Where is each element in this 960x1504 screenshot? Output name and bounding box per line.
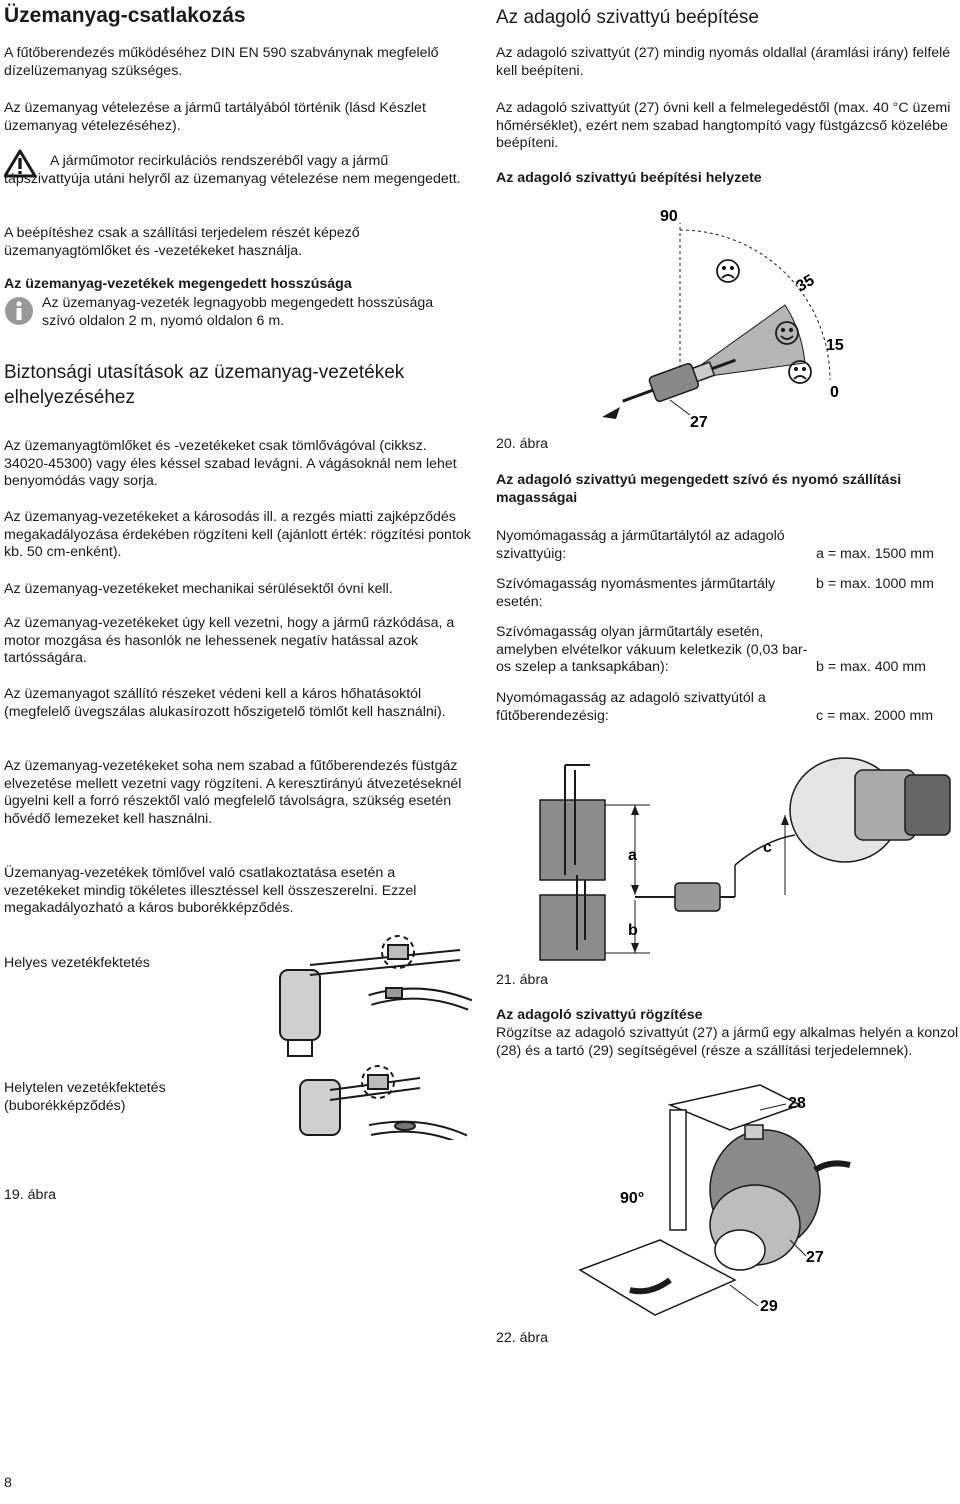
height-row-label: Szívómagasság nyomásmentes járműtartály esetén: xyxy=(496,576,776,610)
height-row xyxy=(496,624,960,690)
sad-face-icon xyxy=(717,260,739,282)
safety-hose-connection: Üzemanyag-vezetékek tömlővel való csatlakoztatása esetén a vezetékeket mindig tökéletes illesztéssel kell összeszerelni. Ezzel megakadályozható a káros buborékképződés. xyxy=(4,865,417,916)
info-icon xyxy=(4,296,34,326)
angle-0-label: 0 xyxy=(830,384,839,401)
part-28-label: 28 xyxy=(788,1095,806,1112)
paragraph-fuel-intake: Az üzemanyag vételezése a jármű tartályából történik (lásd Készlet üzemanyag vételezéséhez). xyxy=(4,100,426,134)
paragraph-pump-orientation: Az adagoló szivattyút (27) mindig nyomás oldallal (áramlási irány) felfelé kell beépíteni. xyxy=(496,45,951,79)
height-row xyxy=(496,576,960,624)
figure-22-pump-bracket xyxy=(560,1080,860,1330)
height-row xyxy=(496,690,960,738)
paragraph-pump-fixing: Rögzítse az adagoló szivattyút (27) a jármű egy alkalmas helyén a konzol (28) és a tartó (29) segítségével (része a szállítási terjedelemnek). xyxy=(496,1025,959,1059)
angle-90-label: 90 xyxy=(660,208,678,225)
figure-19-caption: 19. ábra xyxy=(4,1187,57,1203)
pump-part-27-label: 27 xyxy=(690,414,708,431)
heading-fuel-line-length: Az üzemanyag-vezetékek megengedett hosszúsága xyxy=(4,276,352,292)
paragraph-supplied-hoses: A beépítéshez csak a szállítási terjedelem részét képező üzemanyagtömlőket és -vezetékeket használja. xyxy=(4,225,360,259)
label-incorrect-routing: Helytelen vezetékfektetés (buborékképződés) xyxy=(4,1080,166,1114)
part-27-label: 27 xyxy=(806,1249,824,1266)
angle-15-label: 15 xyxy=(826,337,844,354)
figure-19-line-routing xyxy=(260,930,480,1140)
heading-installation-position: Az adagoló szivattyú beépítési helyzete xyxy=(496,170,762,186)
dimension-c-label: c xyxy=(763,839,772,856)
heights-table xyxy=(496,528,960,738)
heading-safety-instructions: Biztonsági utasítások az üzemanyag-vezetékek elhelyezéséhez xyxy=(4,362,405,408)
paragraph-diesel-requirement: A fűtőberendezés működéséhez DIN EN 590 szabványnak megfelelő dízelüzemanyag szükséges. xyxy=(4,45,439,79)
section-title-fuel-connection: Üzemanyag-csatlakozás xyxy=(4,4,246,27)
safety-heat: Az üzemanyagot szállító részeket védeni kell a káros hőhatásoktól (megfelelő üvegszálas alukasírozott hőszigetelő tömlőt kell használni). xyxy=(4,686,446,720)
section-title-pump-installation: Az adagoló szivattyú beépítése xyxy=(496,7,760,28)
dimension-b-label: b xyxy=(628,922,638,939)
figure-21-caption: 21. ábra xyxy=(496,972,549,988)
height-row-value: c = max. 2000 mm xyxy=(816,708,934,724)
height-row-value: a = max. 1500 mm xyxy=(816,546,934,562)
angle-35-label: 35 xyxy=(793,271,818,296)
safety-routing: Az üzemanyag-vezetékeket úgy kell vezetni, hogy a jármű rázkódása, a motor mozgása és hasonlók ne lehessenek negatív hatással azok tartósságára. xyxy=(4,615,455,666)
figure-21-heights xyxy=(535,745,960,965)
figure-20-pump-angle xyxy=(590,195,890,435)
part-29-label: 29 xyxy=(760,1298,778,1315)
height-row-label: Nyomómagasság a járműtartálytól az adagoló szivattyúig: xyxy=(496,528,785,562)
height-row-value: b = max. 1000 mm xyxy=(816,576,934,592)
page-number: 8 xyxy=(4,1475,12,1491)
height-row-label: Nyomómagasság az adagoló szivattyútól a fűtőberendezésig: xyxy=(496,690,766,724)
heading-permitted-heights: Az adagoló szivattyú megengedett szívó és nyomó szállítási magasságai xyxy=(496,472,902,506)
sad-face-icon-low xyxy=(789,361,811,383)
safety-fixing: Az üzemanyag-vezetékeket a károsodás ill. a rezgés miatti zajképződés megakadályozása érdekében rögzíteni kell (ajánlott érték: rögzítési pontok kb. 50 cm-enként). xyxy=(4,509,471,560)
paragraph-pump-heat: Az adagoló szivattyút (27) óvni kell a felmelegedéstől (max. 40 °C üzemi hőmérséklet), ezért nem szabad hangtompító vagy füstgázcső közelébe beépíteni. xyxy=(496,100,951,151)
angle-90-deg-label: 90° xyxy=(620,1190,645,1207)
height-row xyxy=(496,528,960,576)
warning-text: A járműmotor recirkulációs rendszeréből vagy a jármű tápszivattyúja utáni helyről az üzemanyag vételezése nem megengedett. xyxy=(4,153,461,187)
height-row-value: b = max. 400 mm xyxy=(816,659,926,675)
fuel-line-length-text: Az üzemanyag-vezeték legnagyobb megengedett hosszúsága szívó oldalon 2 m, nyomó oldalon 6 m. xyxy=(42,295,434,329)
heading-pump-fixing: Az adagoló szivattyú rögzítése xyxy=(496,1007,703,1023)
safety-cutting: Az üzemanyagtömlőket és -vezetékeket csak tömlővágóval (cikksz. 34020-45300) vagy éles késsel szabad levágni. A vágásoknál nem lehet benyomódás vagy sorja. xyxy=(4,438,457,489)
dimension-a-label: a xyxy=(628,847,637,864)
figure-20-caption: 20. ábra xyxy=(496,436,549,452)
height-row-label: Szívómagasság olyan járműtartály esetén, amelyben elvételkor vákuum keletkezik (0,03 bar-os szelep a tanksapkában): xyxy=(496,624,808,675)
figure-22-caption: 22. ábra xyxy=(496,1330,549,1346)
safety-mechanical: Az üzemanyag-vezetékeket mechanikai sérülésektől óvni kell. xyxy=(4,581,393,597)
safety-exhaust: Az üzemanyag-vezetékeket soha nem szabad a fűtőberendezés füstgáz elvezetése mellett vezetni vagy rögzíteni. A keresztirányú átvezetéseknél ügyelni kell a forró részektől való megfelelő távolságra, szükség esetén hővédő lemezeket kell használni. xyxy=(4,758,462,827)
label-correct-routing: Helyes vezetékfektetés xyxy=(4,955,150,971)
